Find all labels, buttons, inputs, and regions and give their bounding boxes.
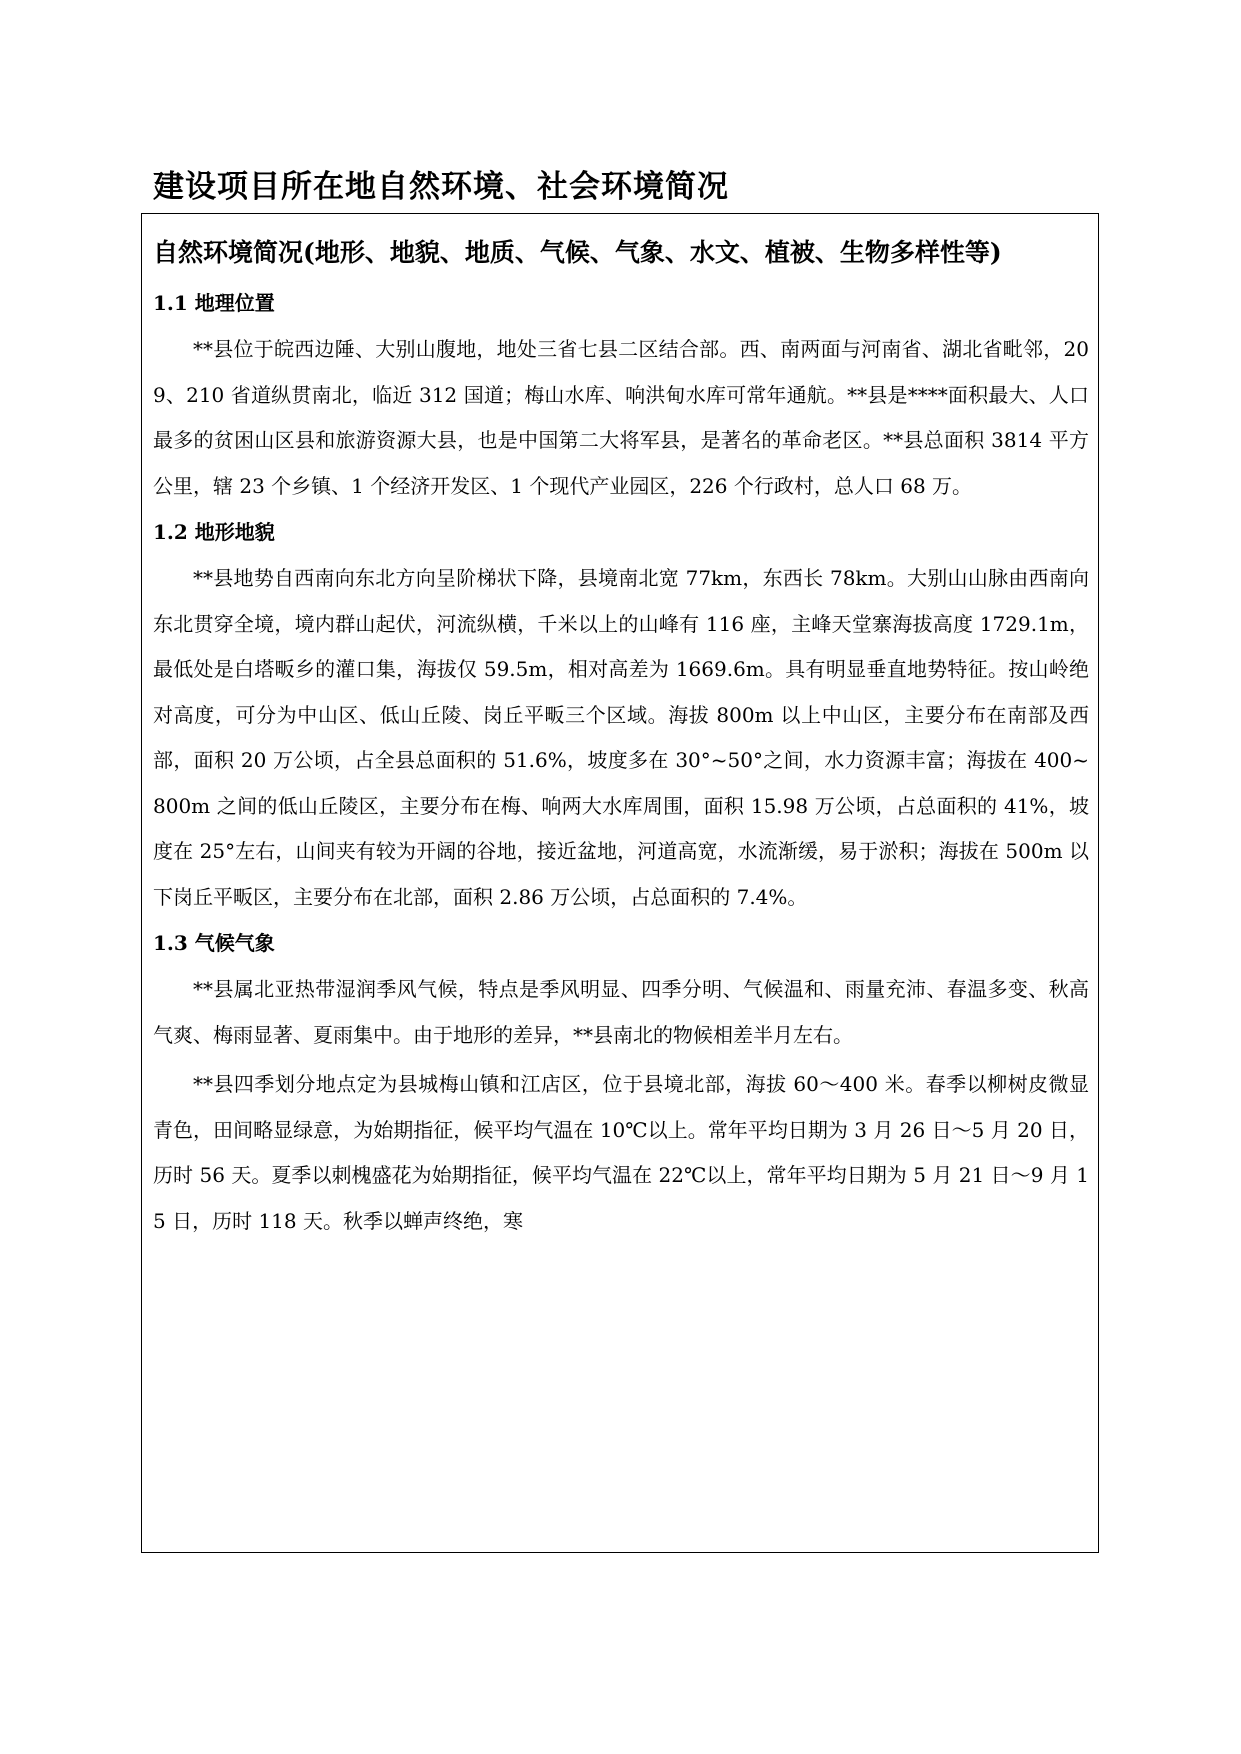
paragraph-climate-2: **县四季划分地点定为县城梅山镇和江店区，位于县境北部，海拔 60～400 米。春季以柳树皮微显青色，田间略显绿意，为始期指征，候平均气温在 10℃以上。常年平均日期为 3 月 26 日～5 月 20 日，历时 56 天。夏季以刺槐盛花为始期指征，候平均气温在 22℃以上，常年平均日期为 5 月 21 日～9 月 15 日，历时 118 天。秋季以蝉声终绝，寒	[153, 1072, 1089, 1233]
paragraph-climate-1: **县属北亚热带湿润季风气候，特点是季风明显、四季分明、气候温和、雨量充沛、春温多变、秋高气爽、梅雨显著、夏雨集中。由于地形的差异，**县南北的物候相差半月左右。	[153, 977, 1089, 1047]
subsection-heading-climate: 1.3 气候气象	[153, 931, 275, 955]
paragraph-location: **县位于皖西边陲、大别山腹地，地处三省七县二区结合部。西、南两面与河南省、湖北省毗邻，209、210 省道纵贯南北，临近 312 国道；梅山水库、响洪甸水库可常年通航。**县是****面积最大、人口最多的贫困山区县和旅游资源大县，也是中国第二大将军县，是著名的革命老区。**县总面积 3814 平方公里，辖 23 个乡镇、1 个经济开发区、1 个现代产业园区，226 个行政村，总人口 68 万。	[153, 337, 1089, 498]
paragraph-terrain: **县地势自西南向东北方向呈阶梯状下降，县境南北宽 77km，东西长 78km。大别山山脉由西南向东北贯穿全境，境内群山起伏，河流纵横，千米以上的山峰有 116 座，主峰天堂寨海拔高度 1729.1m，最低处是白塔畈乡的灌口集，海拔仅 59.5m，相对高差为 1669.6m。具有明显垂直地势特征。按山岭绝对高度，可分为中山区、低山丘陵、岗丘平畈三个区域。海拔 800m 以上中山区，主要分布在南部及西部，面积 20 万公顷，占全县总面积的 51.6%，坡度多在 30°~50°之间，水力资源丰富；海拔在 400~800m 之间的低山丘陵区，主要分布在梅、响两大水库周围，面积 15.98 万公顷，占总面积的 41%，坡度在 25°左右，山间夹有较为开阔的谷地，接近盆地，河道高宽，水流渐缓，易于淤积；海拔在 500m 以下岗丘平畈区，主要分布在北部，面积 2.86 万公顷，占总面积的 7.4%。	[153, 566, 1089, 909]
subsection-heading-terrain: 1.2 地形地貌	[153, 520, 275, 544]
subsection-heading-location: 1.1 地理位置	[153, 291, 275, 315]
content-frame	[141, 213, 1099, 1553]
page-title: 建设项目所在地自然环境、社会环境简况	[153, 169, 729, 205]
content-body	[153, 226, 1089, 1244]
section-heading: 自然环境简况(地形、地貌、地质、气候、气象、水文、植被、生物多样性等)	[153, 238, 1002, 267]
